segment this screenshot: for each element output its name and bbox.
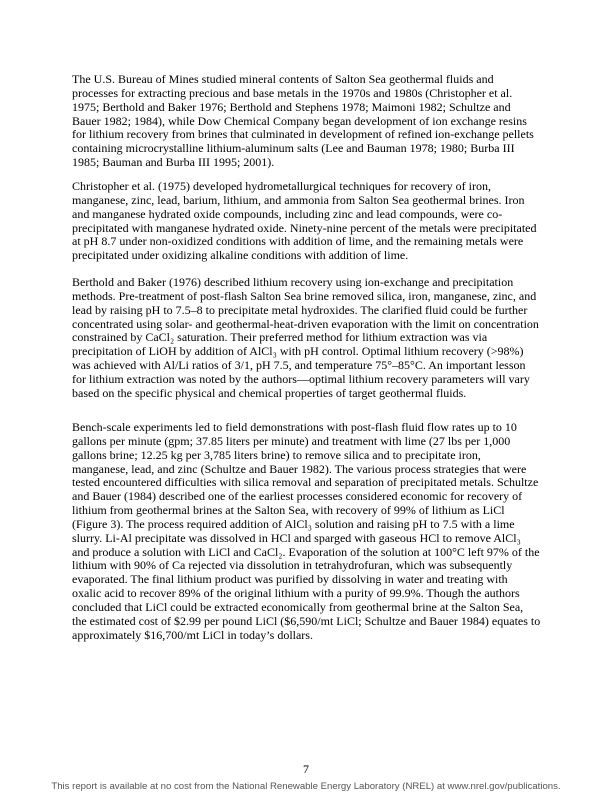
paragraph-christopher: [72, 180, 536, 263]
text-line: (Figure 3). The process required addition of AlCl₃ solution and raising pH to 7.5 with a lime: [72, 516, 515, 531]
text-line: Christopher et al. (1975) developed hydrometallurgical techniques for recovery of iron,: [72, 179, 491, 193]
text-line: slurry. Li-Al precipitate was dissolved in HCl and sparged with gaseous HCl to remove AlCl₃: [72, 530, 521, 545]
text-line: manganese, lead, and zinc (Schultze and Bauer 1982). The various process strategies that were: [72, 461, 527, 476]
text-line: at pH 8.7 under non-oxidized conditions with addition of lime, and the remaining metals were: [72, 234, 524, 249]
text-line: approximately $16,700/mt LiCl in today’s dollars.: [72, 627, 313, 642]
text-line: lithium with 90% of Ca rejected via dissolution in tetrahydrofuran, which was subsequently: [72, 558, 513, 573]
text-line: gallons per minute (gpm; 37.85 liters per minute) and treatment with lime (27 lbs per 1,000: [72, 433, 511, 448]
text-line: concentrated using solar- and geothermal-heat-driven evaporation with the limit on concentration: [72, 316, 539, 331]
text-line: for lithium recovery from brines that culminated in development of refined ion-exchange pellets: [72, 127, 534, 142]
text-line: Berthold and Baker (1976) described lithium recovery using ion-exchange and precipitation: [72, 275, 514, 289]
text-line: 1985; Bauman and Burba III 1995; 2001).: [72, 155, 275, 170]
text-line: The U.S. Bureau of Mines studied mineral contents of Salton Sea geothermal fluids and: [72, 72, 494, 86]
text-line: was achieved with Al/Li ratios of 3/1, pH 7.5, and temperature 75°–85°C. An important lesson: [72, 358, 526, 373]
text-line: 1975; Berthold and Baker 1976; Berthold and Stephens 1978; Maimoni 1982; Schultze and: [72, 99, 511, 114]
text-line: manganese, zinc, lead, barium, lithium, and ammonia from Salton Sea geothermal brines. Iron: [72, 192, 525, 207]
text-line: containing microcrystalline lithium-aluminum salts (Lee and Bauman 1978; 1980; Burba III: [72, 141, 515, 156]
text-line: methods. Pre-treatment of post-flash Salton Sea brine removed silica, iron, manganese, zinc, and: [72, 288, 537, 303]
paragraph-bureau-of-mines: [72, 73, 534, 170]
text-line: concluded that LiCl could be extracted economically from geothermal brine at the Salton Sea,: [72, 599, 524, 614]
text-line: for lithium extraction was noted by the authors—optimal lithium recovery parameters will vary: [72, 371, 530, 386]
paragraph-berthold-baker: [72, 276, 539, 401]
text-line: precipitated under oxidizing alkaline conditions with addition of lime.: [72, 248, 409, 263]
text-line: based on the specific physical and chemical properties of target geothermal fluids.: [72, 385, 467, 400]
text-line: gallons brine; 12.25 kg per 3,785 liters brine) to remove silica and to precipitate iron,: [72, 447, 481, 462]
page-number: 7: [303, 762, 309, 776]
text-line: the estimated cost of $2.99 per pound LiCl ($6,590/mt LiCl; Schultze and Bauer 1984) equates to: [72, 613, 541, 628]
text-line: evaporated. The final lithium product was purified by dissolving in water and treating with: [72, 572, 508, 587]
text-line: lithium from geothermal brines at the Salton Sea, with recovery of 99% of lithium as LiCl: [72, 503, 505, 518]
text-line: oxalic acid to recover 89% of the original lithium with a purity of 99.9%. Though the authors: [72, 586, 520, 601]
text-line: tested encountered difficulties with silica removal and separation of precipitated metals. Schultze: [72, 475, 539, 490]
text-line: Bench-scale experiments led to field demonstrations with post-flash fluid flow rates up to 10: [72, 420, 517, 434]
text-line: and Bauer (1984) described one of the earliest processes considered economic for recovery of: [72, 489, 523, 504]
paragraph-bench-scale: [72, 421, 540, 643]
text-line: precipitation of LiOH by addition of AlCl₃ with pH control. Optimal lithium recovery (>98%): [72, 344, 524, 359]
text-line: constrained by CaCl₂ saturation. Their preferred method for lithium extraction was via: [72, 330, 488, 345]
text-line: lead by raising pH to 7.5–8 to precipitate metal hydroxides. The clarified fluid could be further: [72, 302, 528, 317]
footer-notice: This report is available at no cost from the National Renewable Energy Laboratory (NREL) at www.nrel.gov/publications.: [51, 781, 561, 792]
text-line: and manganese hydrated oxide compounds, including zinc and lead compounds, were co-: [72, 206, 503, 221]
text-line: and produce a solution with LiCl and CaCl₂. Evaporation of the solution at 100°C left 97% of the: [72, 544, 540, 559]
text-line: Bauer 1982; 1984), while Dow Chemical Company began development of ion exchange resins: [72, 113, 527, 128]
text-line: precipitated with manganese hydrated oxide. Ninety-nine percent of the metals were precipitated: [72, 220, 537, 235]
text-line: processes for extracting precious and base metals in the 1970s and 1980s (Christopher et al.: [72, 85, 513, 100]
